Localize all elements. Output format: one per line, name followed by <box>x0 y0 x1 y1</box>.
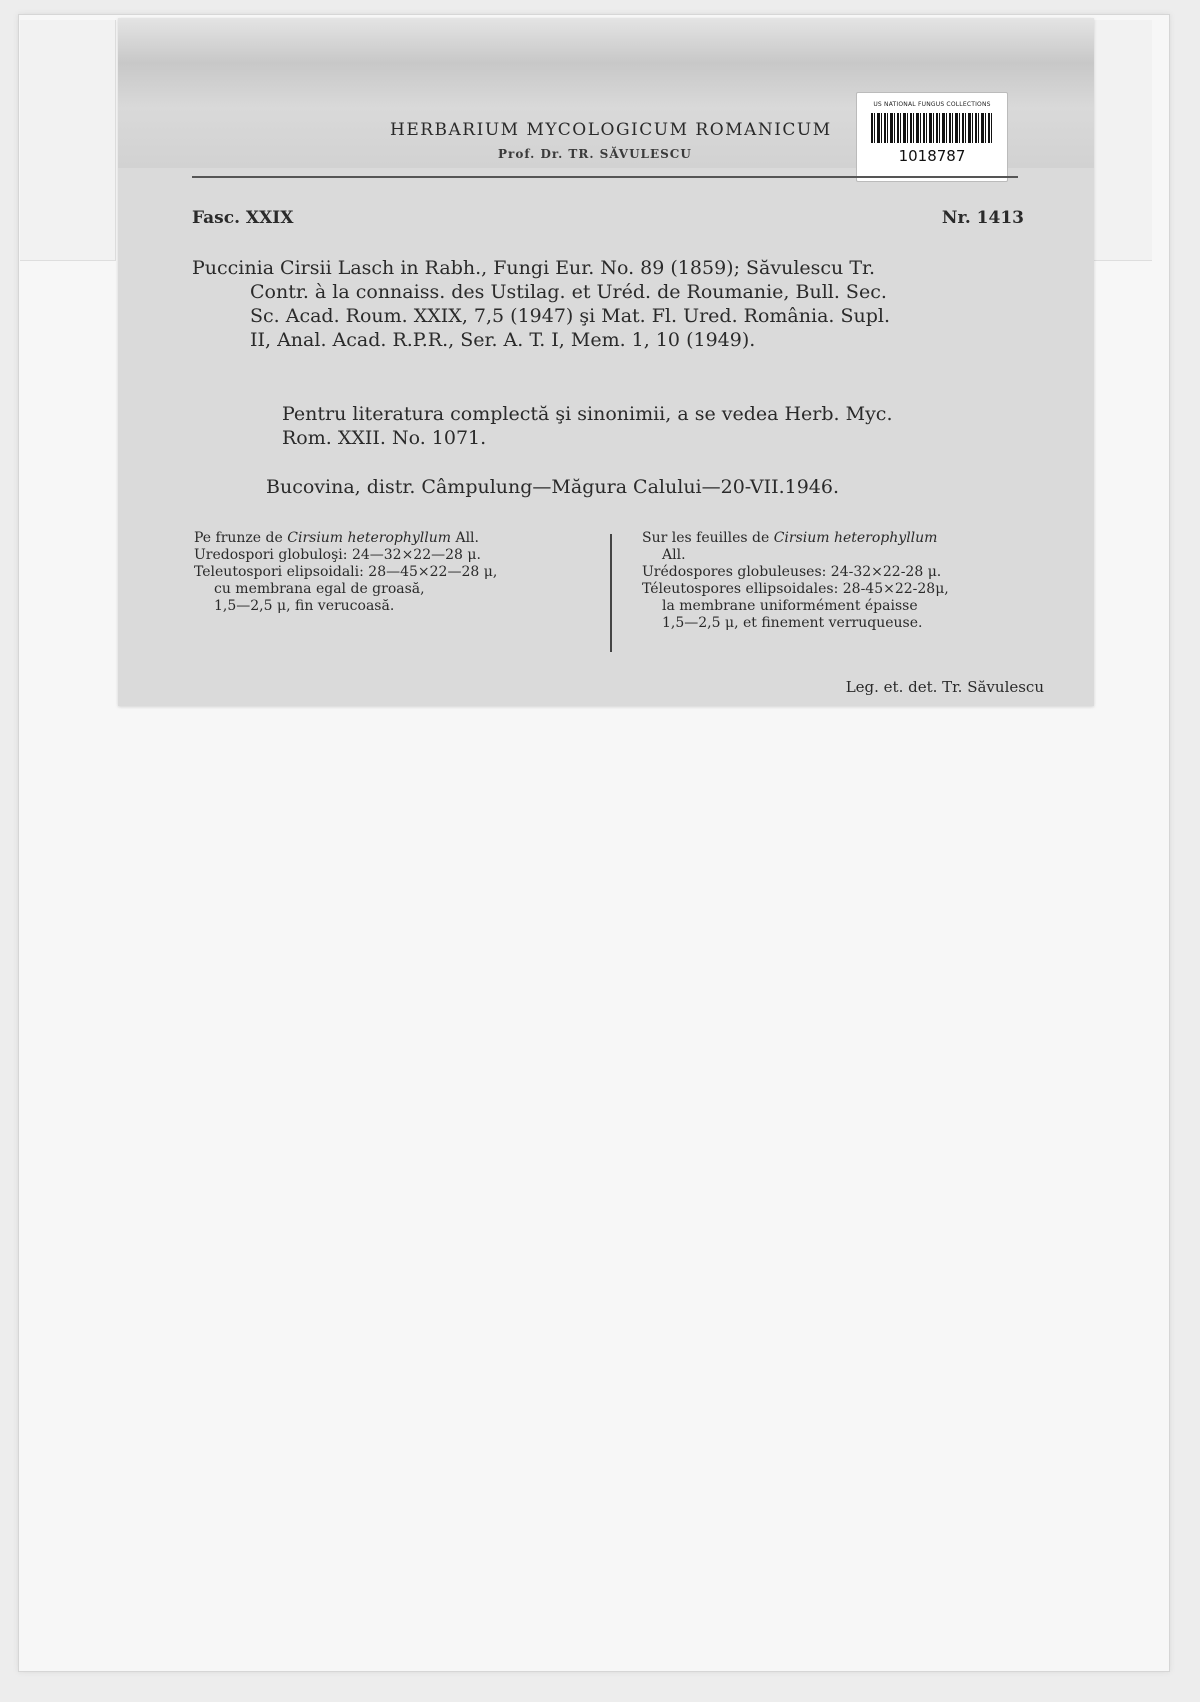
citation-line: Contr. à la connaiss. des Ustilag. et Uréd. de Roumanie, Bull. Sec. <box>250 281 887 303</box>
host-prefix: Sur les feuilles de <box>642 530 770 546</box>
host-line-romanian <box>194 530 594 547</box>
literature-line: Rom. XXII. No. 1071. <box>282 427 487 449</box>
literature-line: Pentru literatura complectă şi sinonimii, a se vedea Herb. Myc. <box>282 403 893 425</box>
species-citation <box>192 256 1034 352</box>
description-french <box>642 530 1054 632</box>
description-line: Uredospori globuloşi: 24—32×22—28 μ. <box>194 547 481 563</box>
description-line: Urédospores globuleuses: 24-32×22-28 μ. <box>642 564 942 580</box>
barcode-number: 1018787 <box>898 147 966 165</box>
description-line: Téleutospores ellipsoidales: 28-45×22-28μ, <box>642 581 949 597</box>
barcode-icon <box>871 113 993 143</box>
host-name: Cirsium heterophyllum <box>287 530 452 546</box>
host-prefix: Pe frunze de <box>194 530 283 546</box>
description-line: 1,5—2,5 μ, et finement verruqueuse. <box>662 615 923 631</box>
collector-determiner: Leg. et. det. Tr. Săvulescu <box>845 678 1044 696</box>
header-rule <box>192 176 1018 178</box>
literature-note <box>282 402 1042 450</box>
citation-line: Puccinia Cirsii Lasch in Rabh., Fungi Eur. No. 89 (1859); Săvulescu Tr. <box>192 257 876 279</box>
herbarium-title: HERBARIUM MYCOLOGICUM ROMANICUM <box>390 120 832 140</box>
host-line-french <box>642 530 1054 547</box>
description-line: 1,5—2,5 μ, fin verucoasă. <box>214 598 395 614</box>
column-divider <box>610 534 612 652</box>
description-line: Teleutospori elipsoidali: 28—45×22—28 μ, <box>194 564 498 580</box>
description-romanian <box>194 530 594 615</box>
host-author: All. <box>455 530 479 546</box>
specimen-number: Nr. 1413 <box>941 208 1024 228</box>
citation-line: II, Anal. Acad. R.P.R., Ser. A. T. I, Mem. 1, 10 (1949). <box>250 329 756 351</box>
collection-locality: Bucovina, distr. Câmpulung—Măgura Calului—20-VII.1946. <box>266 476 840 498</box>
fascicle: Fasc. XXIX <box>192 208 294 228</box>
citation-line: Sc. Acad. Roum. XXIX, 7,5 (1947) şi Mat. Fl. Ured. România. Supl. <box>250 305 891 327</box>
description-line: cu membrana egal de groasă, <box>214 581 425 597</box>
barcode-header: US NATIONAL FUNGUS COLLECTIONS <box>873 101 991 108</box>
packet-flap-left <box>20 20 116 261</box>
herbarium-subtitle: Prof. Dr. TR. SĂVULESCU <box>498 147 692 161</box>
description-line: la membrane uniformément épaisse <box>662 598 918 614</box>
host-author: All. <box>662 547 686 563</box>
barcode-sticker <box>856 92 1008 182</box>
herbarium-label <box>118 18 1094 706</box>
host-name: Cirsium heterophyllum <box>773 530 938 546</box>
